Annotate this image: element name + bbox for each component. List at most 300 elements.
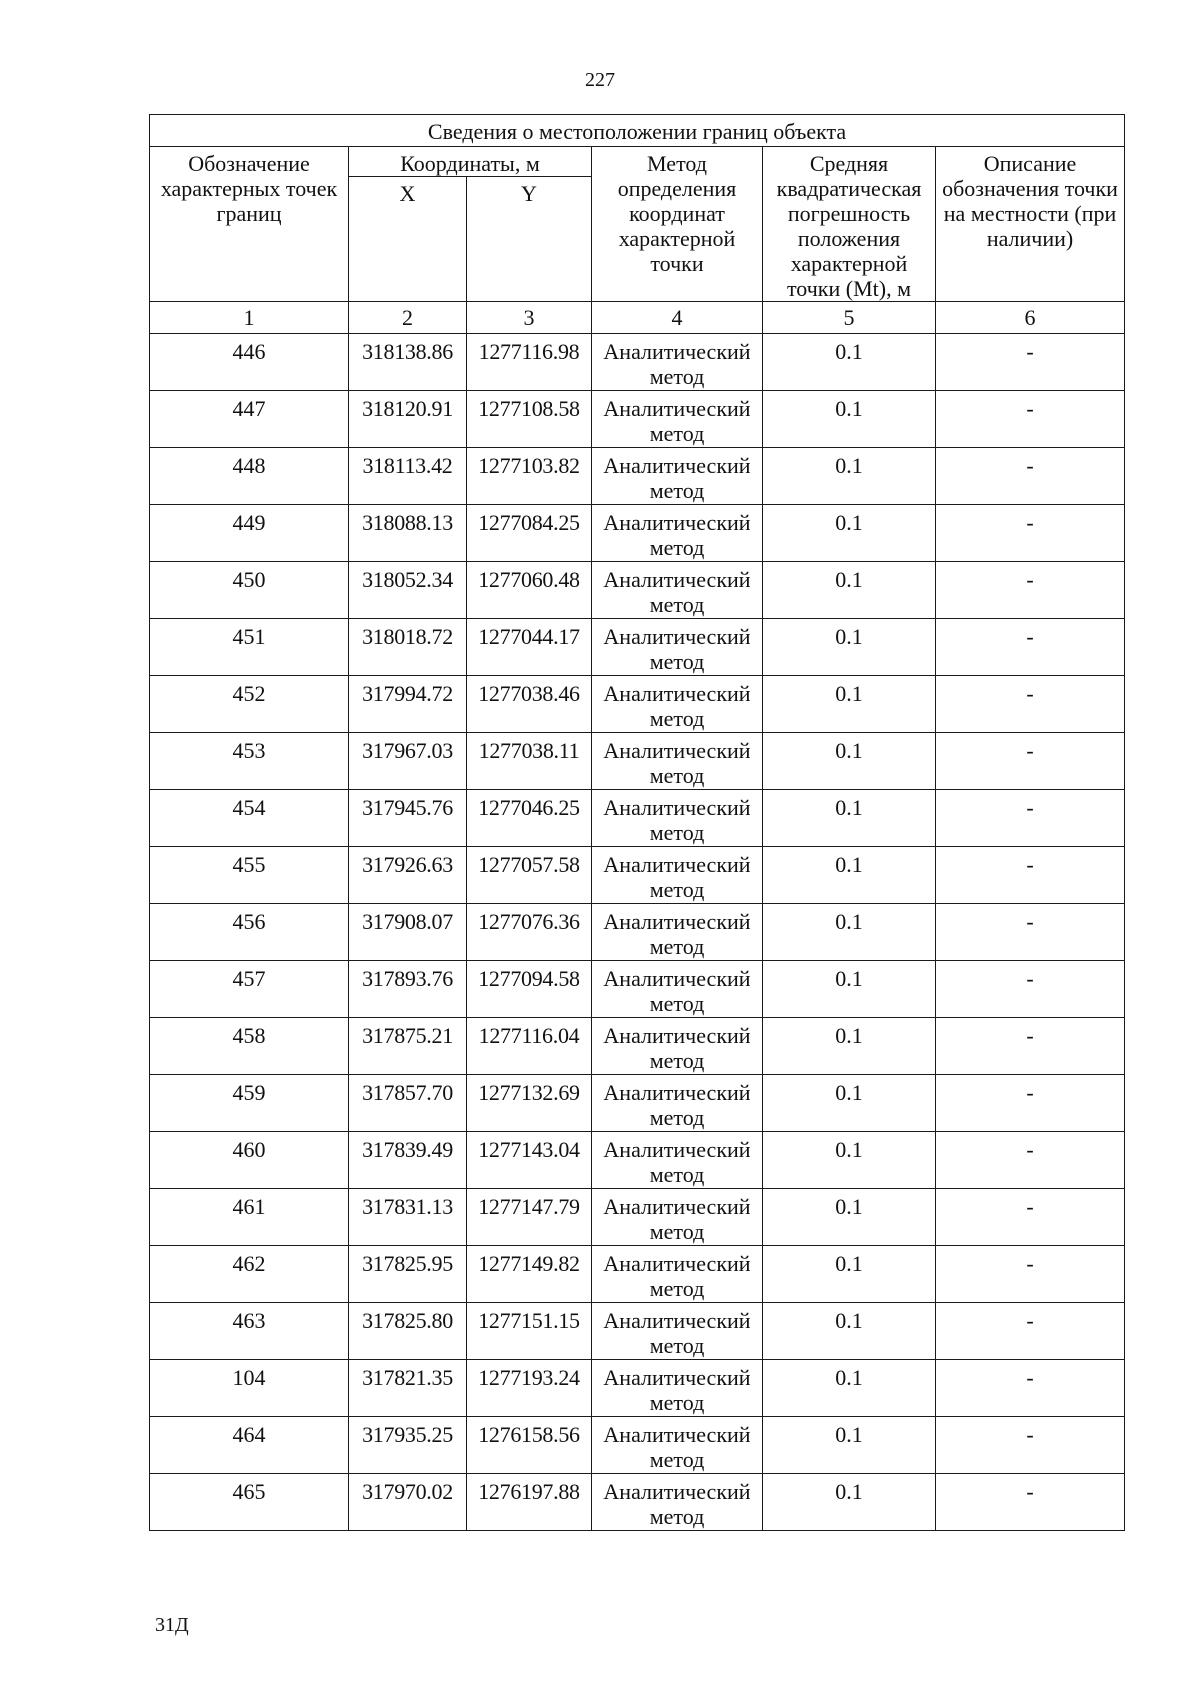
cell-description xyxy=(936,847,1125,904)
cell-error xyxy=(763,448,936,505)
error-value: 0.1 xyxy=(835,909,863,934)
cell-method xyxy=(592,1132,763,1189)
cell-point xyxy=(150,790,349,847)
cell-x xyxy=(349,1474,467,1531)
header-method xyxy=(592,147,763,302)
point-id: 461 xyxy=(232,1194,266,1219)
coord-y: 1277116.98 xyxy=(478,339,580,364)
error-value: 0.1 xyxy=(835,1308,863,1333)
coord-y: 1277044.17 xyxy=(478,624,580,649)
cell-method xyxy=(592,1360,763,1417)
column-number xyxy=(150,302,349,334)
cell-y xyxy=(467,448,592,505)
cell-y xyxy=(467,334,592,391)
cell-x xyxy=(349,1018,467,1075)
cell-error xyxy=(763,790,936,847)
table-row xyxy=(150,676,1125,733)
table-row xyxy=(150,562,1125,619)
table-row xyxy=(150,790,1125,847)
cell-x xyxy=(349,1360,467,1417)
error-value: 0.1 xyxy=(835,453,863,478)
cell-description xyxy=(936,505,1125,562)
cell-error xyxy=(763,1303,936,1360)
error-value: 0.1 xyxy=(835,852,863,877)
cell-description xyxy=(936,334,1125,391)
coord-y: 1277108.58 xyxy=(478,396,580,421)
cell-error xyxy=(763,676,936,733)
error-value: 0.1 xyxy=(835,1365,863,1390)
method-line-1: Аналитический xyxy=(603,1479,751,1504)
description-value: - xyxy=(1026,510,1034,535)
table-row xyxy=(150,1303,1125,1360)
method-line-2: метод xyxy=(649,934,705,959)
header-y xyxy=(467,177,592,302)
cell-method xyxy=(592,505,763,562)
coord-x: 317926.63 xyxy=(362,852,453,877)
method-line-2: метод xyxy=(649,706,705,731)
cell-error xyxy=(763,1474,936,1531)
column-number-label: 4 xyxy=(671,305,683,330)
method-line-2: метод xyxy=(649,1105,705,1130)
point-id: 454 xyxy=(232,795,266,820)
header-point xyxy=(150,147,349,302)
cell-description xyxy=(936,1132,1125,1189)
cell-method xyxy=(592,1075,763,1132)
description-value: - xyxy=(1026,624,1034,649)
cell-point xyxy=(150,847,349,904)
cell-error xyxy=(763,391,936,448)
table-title-cell xyxy=(150,115,1125,147)
coord-y: 1277060.48 xyxy=(478,567,580,592)
method-line-2: метод xyxy=(649,1162,705,1187)
point-id: 464 xyxy=(232,1422,266,1447)
cell-y xyxy=(467,847,592,904)
coord-y: 1277116.04 xyxy=(478,1023,580,1048)
method-line-2: метод xyxy=(649,421,705,446)
description-value: - xyxy=(1026,795,1034,820)
method-line-2: метод xyxy=(649,1333,705,1358)
coord-y: 1277057.58 xyxy=(478,852,580,877)
cell-error xyxy=(763,733,936,790)
cell-y xyxy=(467,790,592,847)
coord-y: 1277084.25 xyxy=(478,510,580,535)
column-number xyxy=(467,302,592,334)
cell-description xyxy=(936,1474,1125,1531)
cell-x xyxy=(349,676,467,733)
cell-method xyxy=(592,676,763,733)
coord-x: 317831.13 xyxy=(362,1194,453,1219)
error-value: 0.1 xyxy=(835,567,863,592)
cell-method xyxy=(592,1303,763,1360)
boundaries-table xyxy=(149,114,1125,1531)
coord-x: 317839.49 xyxy=(362,1137,453,1162)
method-line-2: метод xyxy=(649,1219,705,1244)
error-value: 0.1 xyxy=(835,681,863,706)
table-row xyxy=(150,1018,1125,1075)
table-row xyxy=(150,1246,1125,1303)
method-line-1: Аналитический xyxy=(603,396,751,421)
error-value: 0.1 xyxy=(835,624,863,649)
point-id: 459 xyxy=(232,1080,266,1105)
cell-description xyxy=(936,448,1125,505)
method-line-1: Аналитический xyxy=(603,738,751,763)
cell-point xyxy=(150,562,349,619)
point-id: 449 xyxy=(232,510,266,535)
cell-point xyxy=(150,1075,349,1132)
cell-x xyxy=(349,619,467,676)
cell-method xyxy=(592,1246,763,1303)
description-value: - xyxy=(1026,909,1034,934)
error-value: 0.1 xyxy=(835,1422,863,1447)
error-value: 0.1 xyxy=(835,1137,863,1162)
cell-x xyxy=(349,904,467,961)
error-value: 0.1 xyxy=(835,795,863,820)
cell-x xyxy=(349,733,467,790)
method-line-1: Аналитический xyxy=(603,1365,751,1390)
error-value: 0.1 xyxy=(835,966,863,991)
column-number-label: 3 xyxy=(523,305,535,330)
cell-method xyxy=(592,562,763,619)
cell-method xyxy=(592,1417,763,1474)
cell-description xyxy=(936,790,1125,847)
error-value: 0.1 xyxy=(835,1479,863,1504)
cell-y xyxy=(467,1075,592,1132)
cell-point xyxy=(150,676,349,733)
coord-x: 317970.02 xyxy=(362,1479,453,1504)
method-line-2: метод xyxy=(649,991,705,1016)
cell-point xyxy=(150,1417,349,1474)
error-value: 0.1 xyxy=(835,738,863,763)
description-value: - xyxy=(1026,738,1034,763)
point-id: 446 xyxy=(232,339,266,364)
column-number xyxy=(349,302,467,334)
table-row xyxy=(150,1132,1125,1189)
description-value: - xyxy=(1026,966,1034,991)
coord-x: 317994.72 xyxy=(362,681,453,706)
cell-y xyxy=(467,391,592,448)
coord-x: 317875.21 xyxy=(362,1023,453,1048)
footer-code: 31Д xyxy=(155,1614,189,1636)
column-number-label: 6 xyxy=(1024,305,1036,330)
cell-x xyxy=(349,1417,467,1474)
point-id: 460 xyxy=(232,1137,266,1162)
table-title-row xyxy=(150,115,1125,147)
cell-point xyxy=(150,1246,349,1303)
header-point-label: Обозначение характерных точек границ xyxy=(160,151,338,226)
cell-method xyxy=(592,1018,763,1075)
cell-error xyxy=(763,562,936,619)
cell-error xyxy=(763,1189,936,1246)
cell-x xyxy=(349,847,467,904)
cell-y xyxy=(467,1018,592,1075)
cell-point xyxy=(150,505,349,562)
column-number-label: 5 xyxy=(843,305,855,330)
cell-y xyxy=(467,1360,592,1417)
cell-error xyxy=(763,961,936,1018)
cell-error xyxy=(763,334,936,391)
method-line-2: метод xyxy=(649,1276,705,1301)
method-line-2: метод xyxy=(649,1504,705,1529)
cell-point xyxy=(150,1360,349,1417)
cell-x xyxy=(349,1303,467,1360)
cell-point xyxy=(150,1303,349,1360)
description-value: - xyxy=(1026,1080,1034,1105)
coord-x: 318052.34 xyxy=(362,567,453,592)
cell-y xyxy=(467,1132,592,1189)
cell-method xyxy=(592,790,763,847)
table-row xyxy=(150,961,1125,1018)
point-id: 104 xyxy=(232,1365,266,1390)
cell-point xyxy=(150,1189,349,1246)
description-value: - xyxy=(1026,1422,1034,1447)
method-line-2: метод xyxy=(649,820,705,845)
method-line-2: метод xyxy=(649,877,705,902)
coord-y: 1277149.82 xyxy=(478,1251,580,1276)
cell-x xyxy=(349,790,467,847)
error-value: 0.1 xyxy=(835,339,863,364)
method-line-1: Аналитический xyxy=(603,1422,751,1447)
cell-point xyxy=(150,391,349,448)
method-line-1: Аналитический xyxy=(603,453,751,478)
coord-y: 1277143.04 xyxy=(478,1137,580,1162)
coord-x: 318138.86 xyxy=(362,339,453,364)
cell-description xyxy=(936,676,1125,733)
table-row xyxy=(150,619,1125,676)
coord-x: 318120.91 xyxy=(362,396,453,421)
description-value: - xyxy=(1026,567,1034,592)
point-id: 465 xyxy=(232,1479,266,1504)
cell-error xyxy=(763,619,936,676)
table-row xyxy=(150,505,1125,562)
point-id: 457 xyxy=(232,966,266,991)
column-number-row xyxy=(150,302,1125,334)
cell-method xyxy=(592,904,763,961)
cell-description xyxy=(936,1303,1125,1360)
description-value: - xyxy=(1026,396,1034,421)
cell-point xyxy=(150,1018,349,1075)
method-line-1: Аналитический xyxy=(603,1194,751,1219)
cell-description xyxy=(936,904,1125,961)
error-value: 0.1 xyxy=(835,510,863,535)
cell-y xyxy=(467,619,592,676)
cell-y xyxy=(467,1474,592,1531)
method-line-1: Аналитический xyxy=(603,567,751,592)
error-value: 0.1 xyxy=(835,1194,863,1219)
coord-y: 1277046.25 xyxy=(478,795,580,820)
cell-error xyxy=(763,1246,936,1303)
cell-method xyxy=(592,448,763,505)
coord-y: 1276158.56 xyxy=(478,1422,580,1447)
description-value: - xyxy=(1026,1308,1034,1333)
method-line-1: Аналитический xyxy=(603,795,751,820)
cell-description xyxy=(936,1360,1125,1417)
coord-y: 1277076.36 xyxy=(478,909,580,934)
cell-description xyxy=(936,562,1125,619)
description-value: - xyxy=(1026,1479,1034,1504)
cell-description xyxy=(936,1417,1125,1474)
cell-y xyxy=(467,904,592,961)
point-id: 452 xyxy=(232,681,266,706)
coord-y: 1277094.58 xyxy=(478,966,580,991)
cell-y xyxy=(467,1417,592,1474)
point-id: 455 xyxy=(232,852,266,877)
description-value: - xyxy=(1026,1137,1034,1162)
description-value: - xyxy=(1026,1023,1034,1048)
method-line-2: метод xyxy=(649,535,705,560)
coord-x: 317821.35 xyxy=(362,1365,453,1390)
error-value: 0.1 xyxy=(835,396,863,421)
method-line-2: метод xyxy=(649,649,705,674)
description-value: - xyxy=(1026,339,1034,364)
cell-description xyxy=(936,1018,1125,1075)
method-line-1: Аналитический xyxy=(603,624,751,649)
table-row xyxy=(150,1189,1125,1246)
column-number xyxy=(592,302,763,334)
page-number: 227 xyxy=(585,69,615,91)
table-row xyxy=(150,1360,1125,1417)
cell-x xyxy=(349,505,467,562)
cell-x xyxy=(349,1189,467,1246)
method-line-2: метод xyxy=(649,763,705,788)
cell-description xyxy=(936,733,1125,790)
method-line-2: метод xyxy=(649,478,705,503)
method-line-2: метод xyxy=(649,1390,705,1415)
coord-y: 1277132.69 xyxy=(478,1080,580,1105)
cell-x xyxy=(349,391,467,448)
cell-method xyxy=(592,334,763,391)
header-y-label: Y xyxy=(521,181,537,207)
cell-x xyxy=(349,1132,467,1189)
header-description-label: Описание обозначения точки на местности (при наличии) xyxy=(942,151,1118,251)
coord-y: 1277147.79 xyxy=(478,1194,580,1219)
method-line-1: Аналитический xyxy=(603,339,751,364)
coord-x: 318018.72 xyxy=(362,624,453,649)
table-row xyxy=(150,1417,1125,1474)
cell-x xyxy=(349,562,467,619)
cell-point xyxy=(150,334,349,391)
table-row xyxy=(150,334,1125,391)
method-line-1: Аналитический xyxy=(603,1080,751,1105)
method-line-1: Аналитический xyxy=(603,1308,751,1333)
error-value: 0.1 xyxy=(835,1251,863,1276)
method-line-1: Аналитический xyxy=(603,681,751,706)
coord-y: 1277038.46 xyxy=(478,681,580,706)
coord-x: 317857.70 xyxy=(362,1080,453,1105)
header-error xyxy=(763,147,936,302)
cell-error xyxy=(763,847,936,904)
cell-error xyxy=(763,505,936,562)
column-number-label: 2 xyxy=(402,305,413,330)
cell-method xyxy=(592,619,763,676)
method-line-2: метод xyxy=(649,364,705,389)
cell-y xyxy=(467,505,592,562)
table-row xyxy=(150,733,1125,790)
header-error-label: Средняя квадратическая погрешность положения характерной точки (Mt), м xyxy=(776,151,922,301)
cell-point xyxy=(150,904,349,961)
header-coords-label: Координаты, м xyxy=(400,151,540,176)
column-number-label: 1 xyxy=(243,305,255,330)
coord-y: 1277103.82 xyxy=(478,453,580,478)
method-line-1: Аналитический xyxy=(603,966,751,991)
coord-x: 317825.80 xyxy=(362,1308,453,1333)
cell-error xyxy=(763,1132,936,1189)
cell-error xyxy=(763,1075,936,1132)
coord-x: 318113.42 xyxy=(362,453,453,478)
header-x xyxy=(349,177,467,302)
method-line-2: метод xyxy=(649,1048,705,1073)
description-value: - xyxy=(1026,852,1034,877)
cell-y xyxy=(467,1246,592,1303)
cell-y xyxy=(467,733,592,790)
cell-point xyxy=(150,1474,349,1531)
point-id: 463 xyxy=(232,1308,266,1333)
point-id: 458 xyxy=(232,1023,266,1048)
description-value: - xyxy=(1026,1194,1034,1219)
point-id: 453 xyxy=(232,738,266,763)
coord-x: 317893.76 xyxy=(362,966,453,991)
cell-x xyxy=(349,1246,467,1303)
method-line-2: метод xyxy=(649,1447,705,1472)
table-row xyxy=(150,847,1125,904)
table-title: Сведения о местоположении границ объекта xyxy=(427,119,847,144)
error-value: 0.1 xyxy=(835,1080,863,1105)
cell-description xyxy=(936,1075,1125,1132)
header-method-label: Метод определения координат характерной точки xyxy=(617,151,737,276)
cell-y xyxy=(467,676,592,733)
cell-description xyxy=(936,619,1125,676)
point-id: 450 xyxy=(232,567,266,592)
method-line-2: метод xyxy=(649,592,705,617)
description-value: - xyxy=(1026,1365,1034,1390)
coord-y: 1276197.88 xyxy=(478,1479,580,1504)
coord-x: 317908.07 xyxy=(362,909,453,934)
cell-point xyxy=(150,619,349,676)
cell-point xyxy=(150,448,349,505)
table-row xyxy=(150,391,1125,448)
method-line-1: Аналитический xyxy=(603,852,751,877)
error-value: 0.1 xyxy=(835,1023,863,1048)
coord-x: 317967.03 xyxy=(362,738,453,763)
header-description xyxy=(936,147,1125,302)
description-value: - xyxy=(1026,681,1034,706)
cell-method xyxy=(592,847,763,904)
column-number xyxy=(936,302,1125,334)
cell-y xyxy=(467,562,592,619)
method-line-1: Аналитический xyxy=(603,1251,751,1276)
table-row xyxy=(150,1075,1125,1132)
cell-method xyxy=(592,1189,763,1246)
point-id: 456 xyxy=(232,909,266,934)
cell-x xyxy=(349,448,467,505)
coord-x: 318088.13 xyxy=(362,510,453,535)
cell-error xyxy=(763,1417,936,1474)
cell-point xyxy=(150,1132,349,1189)
coord-x: 317935.25 xyxy=(362,1422,453,1447)
description-value: - xyxy=(1026,453,1034,478)
point-id: 448 xyxy=(232,453,266,478)
cell-description xyxy=(936,961,1125,1018)
coord-y: 1277193.24 xyxy=(478,1365,580,1390)
cell-description xyxy=(936,1246,1125,1303)
header-coords xyxy=(349,147,592,177)
coord-x: 317945.76 xyxy=(362,795,453,820)
cell-description xyxy=(936,391,1125,448)
cell-method xyxy=(592,1474,763,1531)
coord-x: 317825.95 xyxy=(362,1251,453,1276)
cell-error xyxy=(763,1018,936,1075)
cell-error xyxy=(763,904,936,961)
cell-method xyxy=(592,733,763,790)
